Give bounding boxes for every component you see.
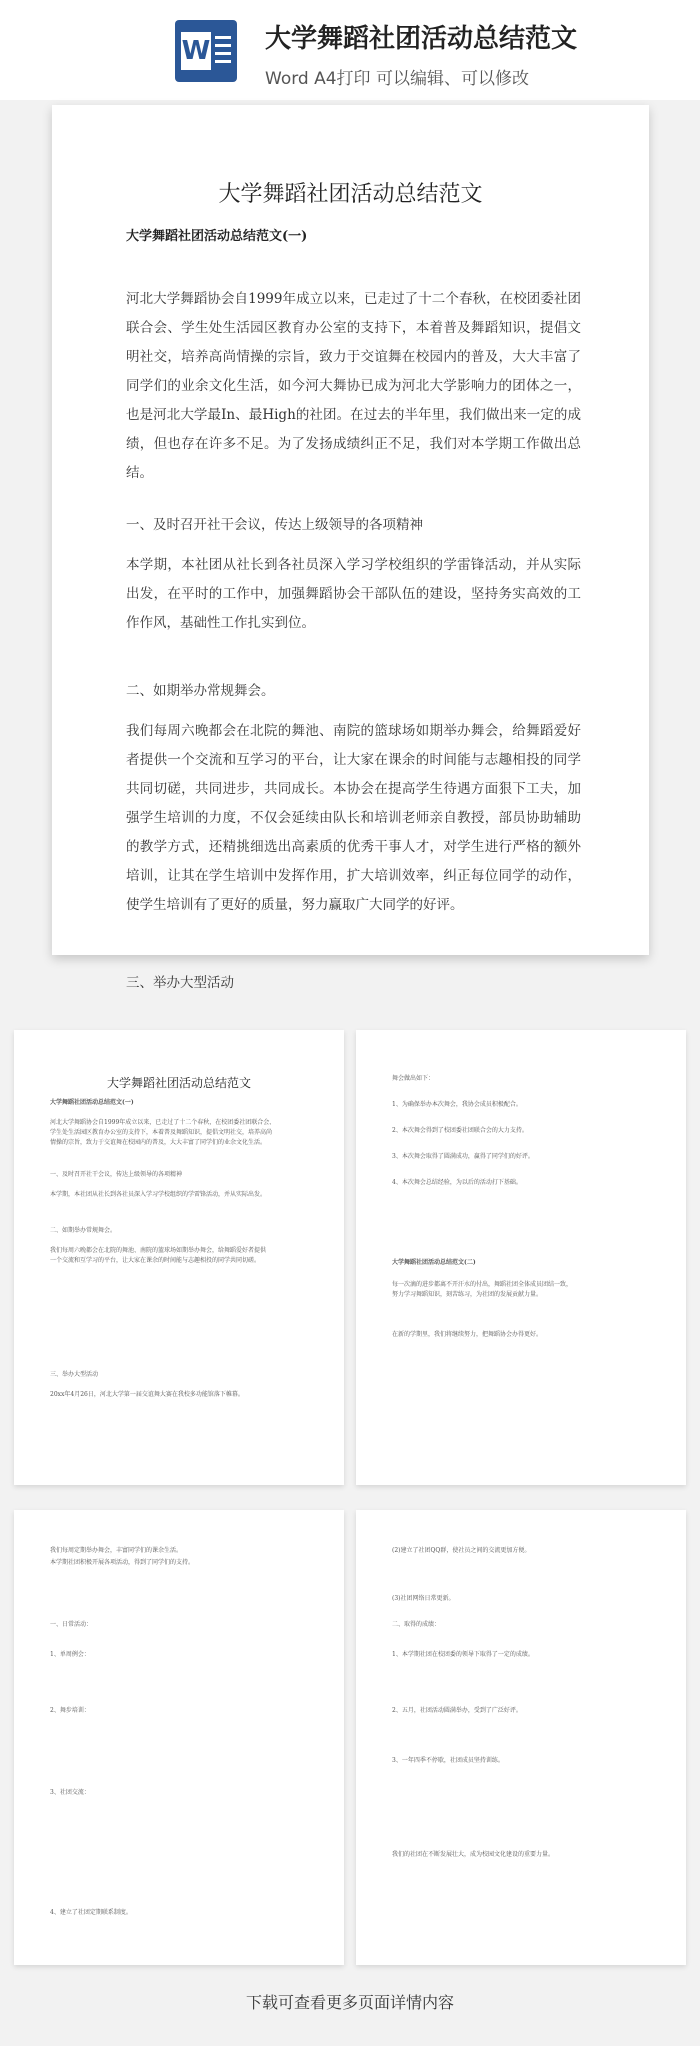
- thumbnail-line: 我们每周定期举办舞会，丰富同学们的课余生活。: [50, 1547, 183, 1554]
- document-page-preview: [52, 105, 649, 991]
- section3-heading: 三、举办大型活动: [126, 975, 234, 991]
- thumbnail-line: (2)建立了社团QQ群，使社员之间的交流更加方便。: [392, 1547, 531, 1554]
- thumbnail-line: 大学舞蹈社团活动总结范文(二): [392, 1259, 476, 1266]
- thumbnail-line: 我们的社团在不断发展壮大，成为校园文化建设的重要力量。: [392, 1851, 555, 1858]
- thumbnail-page-1[interactable]: [14, 1030, 344, 1485]
- thumbnail-line: 我们每周六晚都会在北院的舞池、南院的篮球场如期举办舞会，给舞蹈爱好者提供: [50, 1247, 267, 1254]
- thumbnail-line: 本学期社团积极开展各项活动，得到了同学们的支持。: [50, 1559, 195, 1566]
- thumbnail-line: 20xx年4月26日，河北大学第一届交谊舞大赛在我校多功能馆落下帷幕。: [50, 1391, 244, 1398]
- thumbnail-line: 2、本次舞会得到了校团委社团联合会的大力支持。: [392, 1127, 528, 1134]
- thumbnail-line: 3、本次舞会取得了圆满成功，赢得了同学们的好评。: [392, 1153, 534, 1160]
- footer-download-hint[interactable]: 下载可查看更多页面详情内容: [245, 1993, 454, 2012]
- thumbnail-line: 情操的宗旨，致力于交谊舞在校园内的普及，大大丰富了同学们的业余文化生活。: [50, 1139, 267, 1146]
- section2-paragraph: 我们每周六晚都会在北院的舞池、南院的篮球场如期举办舞会，给舞蹈爱好者提供一个交流和互学习的平台，让大家在课余的时间能与志趣相投的同学共同切磋，共同进步，共同成长。本协会在提高学生待遇方面狠下工夫，加强学生培训的力度，不仅会延续由队长和培训老师亲自教授，部员协助辅助的教学方式，还精挑细选出高素质的优秀干事人才，对学生进行严格的额外培训，让其在学生培训中发挥作用，扩大培训效率，纠正每位同学的动作，使学生培训有了更好的质量，努力赢取广大同学的好评。: [126, 723, 581, 913]
- thumbnail-line: 3、社团交流：: [50, 1789, 90, 1796]
- header-subtitle: Word A4打印 可以编辑、可以修改: [265, 69, 529, 89]
- document-subtitle: 大学舞蹈社团活动总结范文(一): [126, 229, 308, 244]
- thumbnail-line: 河北大学舞蹈协会自1999年成立以来，已走过了十二个春秋，在校团委社团联合会、: [50, 1119, 276, 1126]
- thumbnail-line: (3)社团网络日常更新。: [392, 1595, 455, 1602]
- thumbnail-line: 一、及时召开社干会议，传达上级领导的各项精神: [50, 1171, 183, 1178]
- thumbnail-title: 大学舞蹈社团活动总结范文: [106, 1076, 251, 1090]
- thumbnail-page-3[interactable]: [14, 1510, 344, 1965]
- word-document-icon: [175, 20, 237, 82]
- thumbnail-line: 一、日常活动：: [50, 1621, 93, 1628]
- thumbnail-line: 大学舞蹈社团活动总结范文(一): [50, 1099, 134, 1106]
- thumbnail-line: 1、单周例会：: [50, 1651, 90, 1658]
- thumbnail-line: 2、舞步培训：: [50, 1707, 90, 1714]
- word-icon-letter: W: [181, 32, 211, 70]
- header-title: 大学舞蹈社团活动总结范文: [265, 24, 578, 54]
- thumbnail-line: 在新的学期里，我们将继续努力，把舞蹈协会办得更好。: [392, 1331, 543, 1338]
- header-banner: [0, 0, 700, 100]
- document-title: 大学舞蹈社团活动总结范文: [218, 182, 483, 207]
- thumbnail-line: 学生处生活园区教育办公室的支持下，本着普及舞蹈知识，提倡文明社交，培养高尚: [50, 1129, 273, 1136]
- thumbnail-line: 1、为确保举办本次舞会，我协会成员积极配合。: [392, 1101, 522, 1108]
- section2-heading: 二、如期举办常规舞会。: [126, 683, 275, 699]
- thumbnail-line: 一个交流和互学习的平台，让大家在课余的时间能与志趣相投的同学共同切磋。: [50, 1257, 261, 1264]
- section1-paragraph: 本学期，本社团从社长到各社员深入学习学校组织的学雷锋活动，并从实际出发，在平时的工作中，加强舞蹈协会干部队伍的建设，坚持务实高效的工作作风，基础性工作扎实到位。: [126, 557, 581, 631]
- thumbnail-line: 3、一年四季不停歇，社团成员坚持训练。: [392, 1757, 504, 1764]
- thumbnail-line: 舞会做出如下：: [392, 1075, 435, 1082]
- thumbnail-line: 努力学习舞蹈知识，刻苦练习，为社团的发展贡献力量。: [392, 1291, 543, 1298]
- thumbnail-line: 4、本次舞会总结经验，为以后的活动打下基础。: [392, 1179, 522, 1186]
- thumbnail-line: 1、本学期社团在校团委的领导下取得了一定的成绩。: [392, 1651, 534, 1658]
- intro-paragraph: 河北大学舞蹈协会自1999年成立以来，已走过了十二个春秋，在校团委社团联合会、学生处生活园区教育办公室的支持下，本着普及舞蹈知识，提倡文明社交，培养高尚情操的宗旨，致力于交谊舞在校园内的普及，大大丰富了同学们的业余文化生活，如今河大舞协已成为河北大学影响力的团体之一，也是河北大学最In、最High的社团。在过去的半年里，我们做出来一定的成绩，但也存在许多不足。为了发扬成绩纠正不足，我们对本学期工作做出总结。: [126, 291, 581, 481]
- thumbnail-line: 本学期，本社团从社长到各社员深入学习学校组织的学雷锋活动，并从实际出发。: [50, 1191, 267, 1198]
- thumbnail-line: 4、建立了社团定期联系制度。: [50, 1909, 132, 1916]
- thumbnail-line: 三、举办大型活动: [50, 1371, 99, 1378]
- section1-heading: 一、及时召开社干会议，传达上级领导的各项精神: [126, 517, 423, 533]
- thumbnail-line: 2、五月，社团活动圆满举办，受到了广泛好评。: [392, 1707, 522, 1714]
- thumbnail-line: 二、取得的成绩：: [392, 1621, 441, 1628]
- thumbnail-line: 二、如期举办常规舞会。: [50, 1227, 117, 1234]
- thumbnail-page-4[interactable]: [356, 1510, 686, 1965]
- thumbnail-page-2[interactable]: [356, 1030, 686, 1485]
- thumbnail-line: 每一次滴的进步都离不开汗水的付出，舞蹈社团全体成员团结一致，: [392, 1281, 573, 1288]
